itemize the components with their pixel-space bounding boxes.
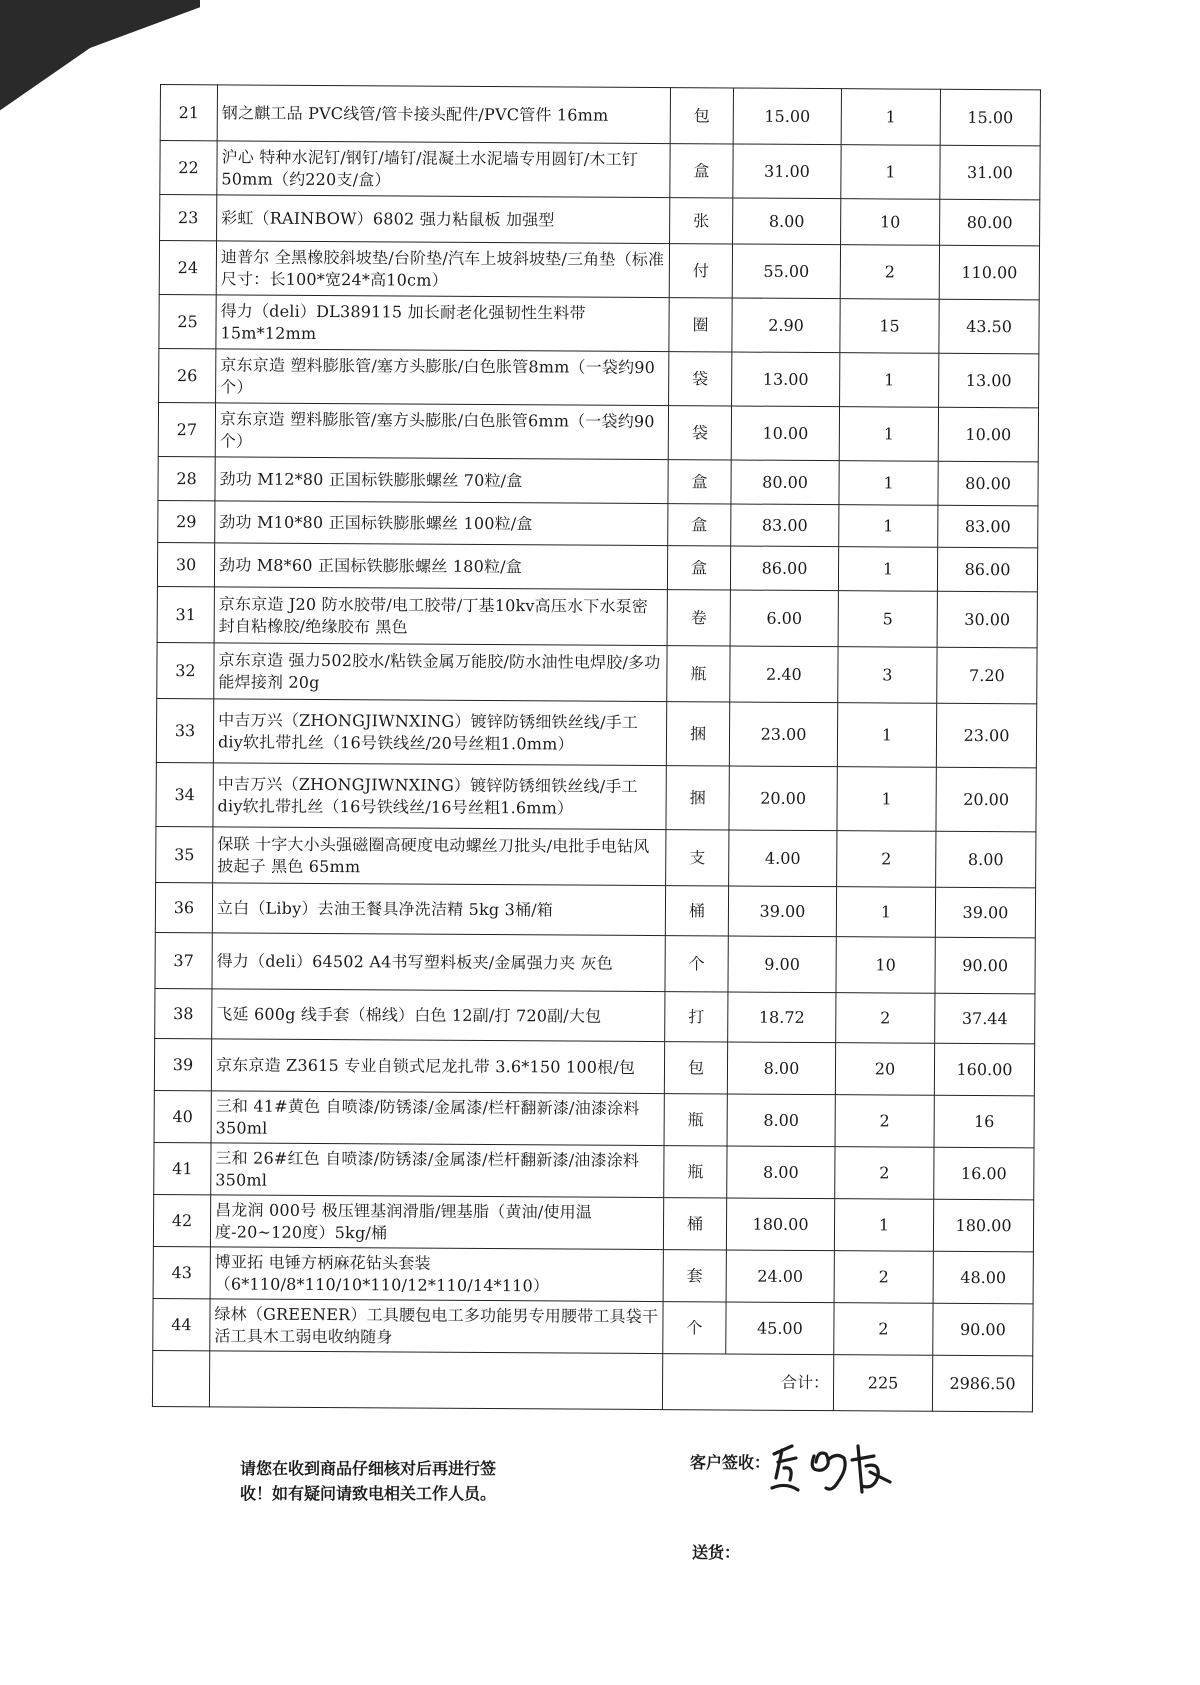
amount: 90.00: [933, 1303, 1033, 1356]
table-row: [157, 542, 1037, 591]
quantity: 1: [841, 145, 940, 200]
row-number: 23: [160, 195, 217, 241]
row-number: 42: [153, 1194, 210, 1246]
unit-price: 20.00: [729, 766, 837, 831]
amount: 30.00: [937, 591, 1037, 648]
product-name: 飞延 600g 线手套（棉线）白色 12副/打 720副/大包: [212, 989, 665, 1042]
product-name: 沪心 特种水泥钉/钢钉/墙钉/混凝土水泥墙专用圆钉/木工钉 50mm（约220支/盒）: [217, 141, 670, 198]
quantity: 1: [834, 1199, 933, 1252]
table-row: [158, 456, 1038, 505]
product-name: 钢之麒工品 PVC线管/管卡接头配件/PVC管件 16mm: [217, 85, 670, 144]
table-row: [159, 241, 1039, 300]
row-number: 40: [154, 1090, 211, 1142]
quantity: 1: [838, 547, 937, 592]
unit-price: 15.00: [733, 88, 841, 145]
unit-price: 2.90: [732, 298, 840, 353]
totals-empty-num: [152, 1350, 209, 1406]
row-number: 37: [155, 932, 212, 988]
amount: 110.00: [939, 245, 1039, 300]
amount: 48.00: [933, 1251, 1033, 1304]
unit-price: 9.00: [728, 936, 836, 993]
items-table: [152, 84, 1041, 1412]
table-row: [157, 586, 1037, 647]
unit-price: 45.00: [726, 1302, 834, 1355]
amount: 180.00: [933, 1199, 1033, 1252]
unit: 付: [669, 244, 732, 298]
unit-price: 23.00: [729, 702, 837, 767]
row-number: 36: [155, 882, 212, 932]
table-row: [160, 141, 1040, 200]
table-row: [155, 882, 1035, 937]
customer-signature-icon: [762, 1432, 902, 1502]
unit: 瓶: [664, 1146, 727, 1198]
amount: 83.00: [938, 505, 1038, 548]
unit: 个: [665, 936, 728, 992]
footer-note-line2: 收！如有疑问请致电相关工作人员。: [240, 1484, 497, 1503]
product-name: 京东京造 Z3615 专业自锁式尼龙扎带 3.6*150 100根/包: [211, 1039, 664, 1094]
table-row: [153, 1194, 1033, 1251]
quantity: 1: [840, 353, 939, 408]
row-number: 25: [159, 294, 216, 348]
quantity: 2: [836, 993, 935, 1044]
table-row: [156, 826, 1036, 887]
amount: 37.44: [935, 993, 1035, 1044]
row-number: 29: [158, 500, 215, 542]
amount: 7.20: [937, 647, 1037, 704]
unit: 捆: [666, 766, 729, 830]
totals-label: 合计：: [662, 1354, 833, 1411]
unit: 盒: [668, 504, 731, 546]
amount: 80.00: [938, 461, 1038, 506]
unit-price: 24.00: [726, 1250, 834, 1303]
amount: 16: [934, 1095, 1034, 1148]
row-number: 35: [156, 826, 213, 882]
product-name: 得力（deli）64502 A4书写塑料板夹/金属强力夹 灰色: [212, 933, 665, 992]
table-row: [158, 402, 1038, 461]
table-row: [155, 988, 1035, 1043]
amount: 160.00: [934, 1043, 1034, 1096]
table-row: [158, 500, 1038, 547]
unit: 盒: [668, 460, 731, 504]
amount: 80.00: [940, 199, 1040, 246]
unit-price: 8.00: [727, 1146, 835, 1199]
amount: 23.00: [936, 703, 1036, 768]
amount: 90.00: [935, 937, 1035, 994]
unit-price: 39.00: [728, 886, 836, 937]
table-row: [153, 1246, 1033, 1303]
unit: 个: [663, 1302, 726, 1354]
row-number: 33: [156, 698, 213, 762]
unit-price: 18.72: [728, 992, 836, 1043]
unit-price: 8.00: [727, 1094, 835, 1147]
table-row: [157, 642, 1037, 703]
quantity: 1: [837, 703, 936, 768]
product-name: 迪普尔 全黑橡胶斜坡垫/台阶垫/汽车上坡斜坡垫/三角垫（标准尺寸：长100*宽24*高10cm）: [216, 241, 669, 298]
quantity: 20: [835, 1043, 934, 1096]
table-row: [160, 195, 1040, 246]
unit-price: 80.00: [731, 460, 839, 505]
product-name: 京东京造 塑料膨胀管/塞方头膨胀/白色胀管8mm（一袋约90个）: [216, 349, 669, 406]
table-row: [154, 1038, 1034, 1095]
quantity: 1: [841, 89, 940, 146]
quantity: 5: [838, 591, 937, 648]
unit: 瓶: [664, 1094, 727, 1146]
amount: 8.00: [936, 831, 1036, 888]
product-name: 三和 26#红色 自喷漆/防锈漆/金属漆/栏杆翻新漆/油漆涂料 350ml: [211, 1143, 664, 1198]
product-name: 京东京造 J20 防水胶带/电工胶带/丁基10kv高压水下水泵密封自粘橡胶/绝缘胶布 黑色: [214, 587, 667, 646]
product-name: 中吉万兴（ZHONGJIWNXING）镀锌防锈细铁丝线/手工diy软扎带扎丝（16号铁线丝/16号丝粗1.6mm）: [213, 763, 666, 830]
row-number: 38: [155, 988, 212, 1038]
table-row: [159, 294, 1039, 353]
table-row: [154, 1142, 1034, 1199]
unit: 袋: [669, 352, 732, 406]
unit: 桶: [663, 1198, 726, 1250]
totals-empty-name: [209, 1351, 662, 1410]
product-name: 京东京造 强力502胶水/粘铁金属万能胶/防水油性电焊胶/多功能焊接剂 20g: [214, 643, 667, 702]
table-row: [160, 85, 1040, 146]
quantity: 15: [840, 299, 939, 354]
unit-price: 6.00: [730, 590, 838, 647]
quantity: 1: [839, 407, 938, 462]
amount: 10.00: [938, 407, 1038, 462]
table-row: [155, 932, 1035, 993]
unit: 盒: [670, 144, 733, 198]
amount: 13.00: [939, 353, 1039, 408]
footer-note: [240, 1456, 570, 1506]
product-name: 昌龙润 000号 极压锂基润滑脂/锂基脂（黄油/使用温度-20~120度）5kg/桶: [210, 1195, 663, 1250]
quantity: 10: [836, 937, 935, 994]
product-name: 劲功 M8*60 正国标铁膨胀螺丝 180粒/盒: [214, 543, 667, 590]
product-name: 立白（Liby）去油王餐具净洗洁精 5kg 3桶/箱: [212, 883, 665, 936]
table-row: [153, 1298, 1033, 1355]
row-number: 26: [159, 348, 216, 402]
row-number: 28: [158, 456, 215, 500]
quantity: 2: [837, 831, 936, 888]
product-name: 绿林（GREENER）工具腰包电工多功能男专用腰带工具袋干活工具木工弱电收纳随身: [210, 1299, 663, 1354]
items-body: [153, 85, 1041, 1356]
quantity: 2: [834, 1303, 933, 1356]
unit: 桶: [665, 886, 728, 936]
quantity: 1: [839, 505, 938, 548]
unit-price: 86.00: [730, 546, 838, 591]
unit: 盒: [667, 546, 730, 590]
totals-qty: 225: [833, 1355, 932, 1412]
row-number: 32: [157, 642, 214, 698]
unit: 包: [664, 1042, 727, 1094]
amount: 39.00: [935, 887, 1035, 938]
product-name: 三和 41#黄色 自喷漆/防锈漆/金属漆/栏杆翻新漆/油漆涂料 350ml: [211, 1091, 664, 1146]
unit: 捆: [666, 702, 729, 766]
quantity: 2: [835, 1095, 934, 1148]
unit: 圈: [669, 298, 732, 352]
unit-price: 8.00: [727, 1042, 835, 1095]
product-name: 劲功 M12*80 正国标铁膨胀螺丝 70粒/盒: [215, 457, 668, 504]
totals-amount: 2986.50: [932, 1355, 1032, 1412]
amount: 31.00: [940, 145, 1040, 200]
amount: 20.00: [936, 767, 1036, 832]
row-number: 24: [159, 241, 216, 295]
product-name: 中吉万兴（ZHONGJIWNXING）镀锌防锈细铁丝线/手工diy软扎带扎丝（16号铁线丝/20号丝粗1.0mm）: [213, 699, 666, 766]
row-number: 22: [160, 141, 217, 195]
unit: 袋: [668, 406, 731, 460]
unit-price: 13.00: [732, 352, 840, 407]
unit-price: 55.00: [732, 244, 840, 299]
unit: 套: [663, 1250, 726, 1302]
amount: 86.00: [937, 547, 1037, 592]
unit-price: 2.40: [730, 646, 838, 703]
row-number: 41: [154, 1142, 211, 1194]
unit-price: 180.00: [726, 1198, 834, 1251]
row-number: 34: [156, 762, 213, 826]
amount: 43.50: [939, 299, 1039, 354]
totals-row: [152, 1350, 1032, 1411]
row-number: 43: [153, 1246, 210, 1298]
unit: 张: [670, 198, 733, 244]
delivery-label: 送货：: [692, 1543, 741, 1562]
table-row: [159, 348, 1039, 407]
signature-label: 客户签收：: [690, 1453, 771, 1472]
unit-price: 8.00: [733, 198, 841, 245]
amount: 16.00: [934, 1147, 1034, 1200]
unit: 打: [665, 992, 728, 1042]
unit-price: 31.00: [733, 144, 841, 199]
product-name: 保联 十字大小头强磁圈高硬度电动螺丝刀批头/电批手电钻风披起子 黑色 65mm: [213, 827, 666, 886]
product-name: 得力（deli）DL389115 加长耐老化强韧性生料带 15m*12mm: [216, 295, 669, 352]
product-name: 劲功 M10*80 正国标铁膨胀螺丝 100粒/盒: [215, 501, 668, 546]
product-name: 京东京造 塑料膨胀管/塞方头膨胀/白色胀管6mm（一袋约90个）: [215, 403, 668, 460]
product-name: 彩虹（RAINBOW）6802 强力粘鼠板 加强型: [217, 195, 670, 244]
quantity: 10: [841, 199, 940, 246]
row-number: 30: [157, 542, 214, 586]
unit-price: 10.00: [731, 406, 839, 461]
row-number: 44: [153, 1298, 210, 1350]
quantity: 3: [838, 647, 937, 704]
row-number: 21: [160, 85, 217, 141]
quantity: 2: [840, 245, 939, 300]
quantity: 2: [835, 1147, 934, 1200]
row-number: 31: [157, 586, 214, 642]
table-row: [156, 698, 1036, 767]
quantity: 1: [836, 887, 935, 938]
row-number: 39: [154, 1038, 211, 1090]
unit: 瓶: [667, 646, 730, 702]
quantity: 1: [839, 461, 938, 506]
quantity: 2: [834, 1251, 933, 1304]
unit-price: 83.00: [731, 504, 839, 547]
unit-price: 4.00: [729, 830, 837, 887]
unit: 支: [666, 830, 729, 886]
product-name: 博亚拓 电锤方柄麻花钻头套装（6*110/8*110/10*110/12*110/14*110）: [210, 1247, 663, 1302]
unit: 卷: [667, 590, 730, 646]
unit: 包: [670, 88, 733, 144]
footer-note-line1: 请您在收到商品仔细核对后再进行签: [240, 1459, 497, 1478]
row-number: 27: [158, 402, 215, 456]
table-row: [154, 1090, 1034, 1147]
table-row: [156, 762, 1036, 831]
quantity: 1: [837, 767, 936, 832]
amount: 15.00: [940, 89, 1040, 146]
